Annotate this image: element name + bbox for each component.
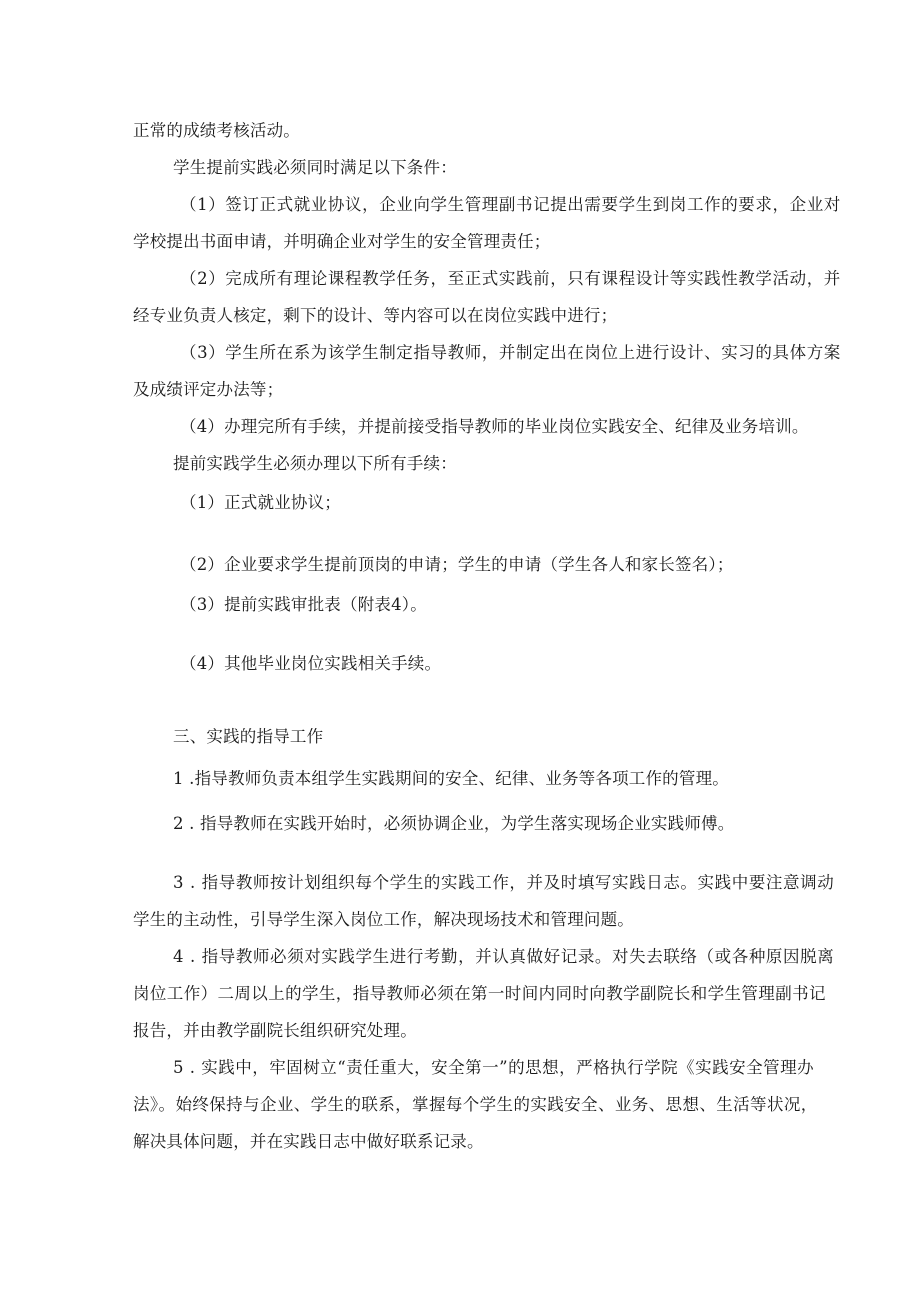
guidance-2-line-1: 2 . 指导教师在实践开始时，必须协调企业，为学生落实现场企业实践师傅。 [173,814,735,833]
condition-3-line-1: （3）学生所在系为该学生制定指导教师，并制定出在岗位上进行设计、实习的具体方案 [180,343,841,362]
guidance-5-line-3: 解决具体问题，并在实践日志中做好联系记录。 [133,1132,484,1151]
condition-4-line-1: （4）办理完所有手续，并提前接受指导教师的毕业岗位实践安全、纪律及业务培训。 [180,417,809,436]
condition-1-line-1: （1）签订正式就业协议，企业向学生管理副书记提出需要学生到岗工作的要求，企业对 [180,195,841,214]
condition-2-line-2: 经专业负责人核定，剩下的设计、等内容可以在岗位实践中进行； [133,306,618,325]
guidance-4-line-1: 4 . 指导教师必须对实践学生进行考勤，并认真做好记录。对失去联络（或各种原因脱离 [173,947,835,966]
procedures-heading: 提前实践学生必须办理以下所有手续： [173,454,457,473]
procedure-1: （1）正式就业协议； [180,493,341,512]
condition-1-line-2: 学校提出书面申请，并明确企业对学生的安全管理责任； [133,232,551,251]
section-3-heading: 三、实践的指导工作 [173,727,324,746]
guidance-5-line-1: 5 . 实践中，牢固树立“责任重大，安全第一”的思想，严格执行学院《实践安全管理办 [173,1058,815,1077]
guidance-4-line-3: 报告，并由教学副院长组织研究处理。 [133,1021,417,1040]
procedure-3: （3）提前实践审批表（附表4）。 [180,595,427,614]
guidance-5-line-2: 法》。始终保持与企业、学生的联系，掌握每个学生的实践安全、业务、思想、生活等状况， [133,1095,818,1114]
condition-2-line-1: （2）完成所有理论课程教学任务，至正式实践前，只有课程设计等实践性教学活动，并 [180,269,841,288]
procedure-4: （4）其他毕业岗位实践相关手续。 [180,654,442,673]
condition-3-line-2: 及成绩评定办法等； [133,380,284,399]
guidance-1-line-1: 1 .指导教师负责本组学生实践期间的安全、纪律、业务等各项工作的管理。 [173,769,729,788]
conditions-heading: 学生提前实践必须同时满足以下条件： [173,158,457,177]
guidance-3-line-2: 学生的主动性，引导学生深入岗位工作，解决现场技术和管理问题。 [133,910,634,929]
guidance-3-line-1: 3 . 指导教师按计划组织每个学生的实践工作，并及时填写实践日志。实践中要注意调动 [173,873,835,892]
procedure-2: （2）企业要求学生提前顶岗的申请；学生的申请（学生各人和家长签名）； [180,555,734,574]
guidance-4-line-2: 岗位工作）二周以上的学生，指导教师必须在第一时间内同时向教学副院长和学生管理副书记 [133,984,826,1003]
intro-tail: 正常的成绩考核活动。 [133,121,300,140]
